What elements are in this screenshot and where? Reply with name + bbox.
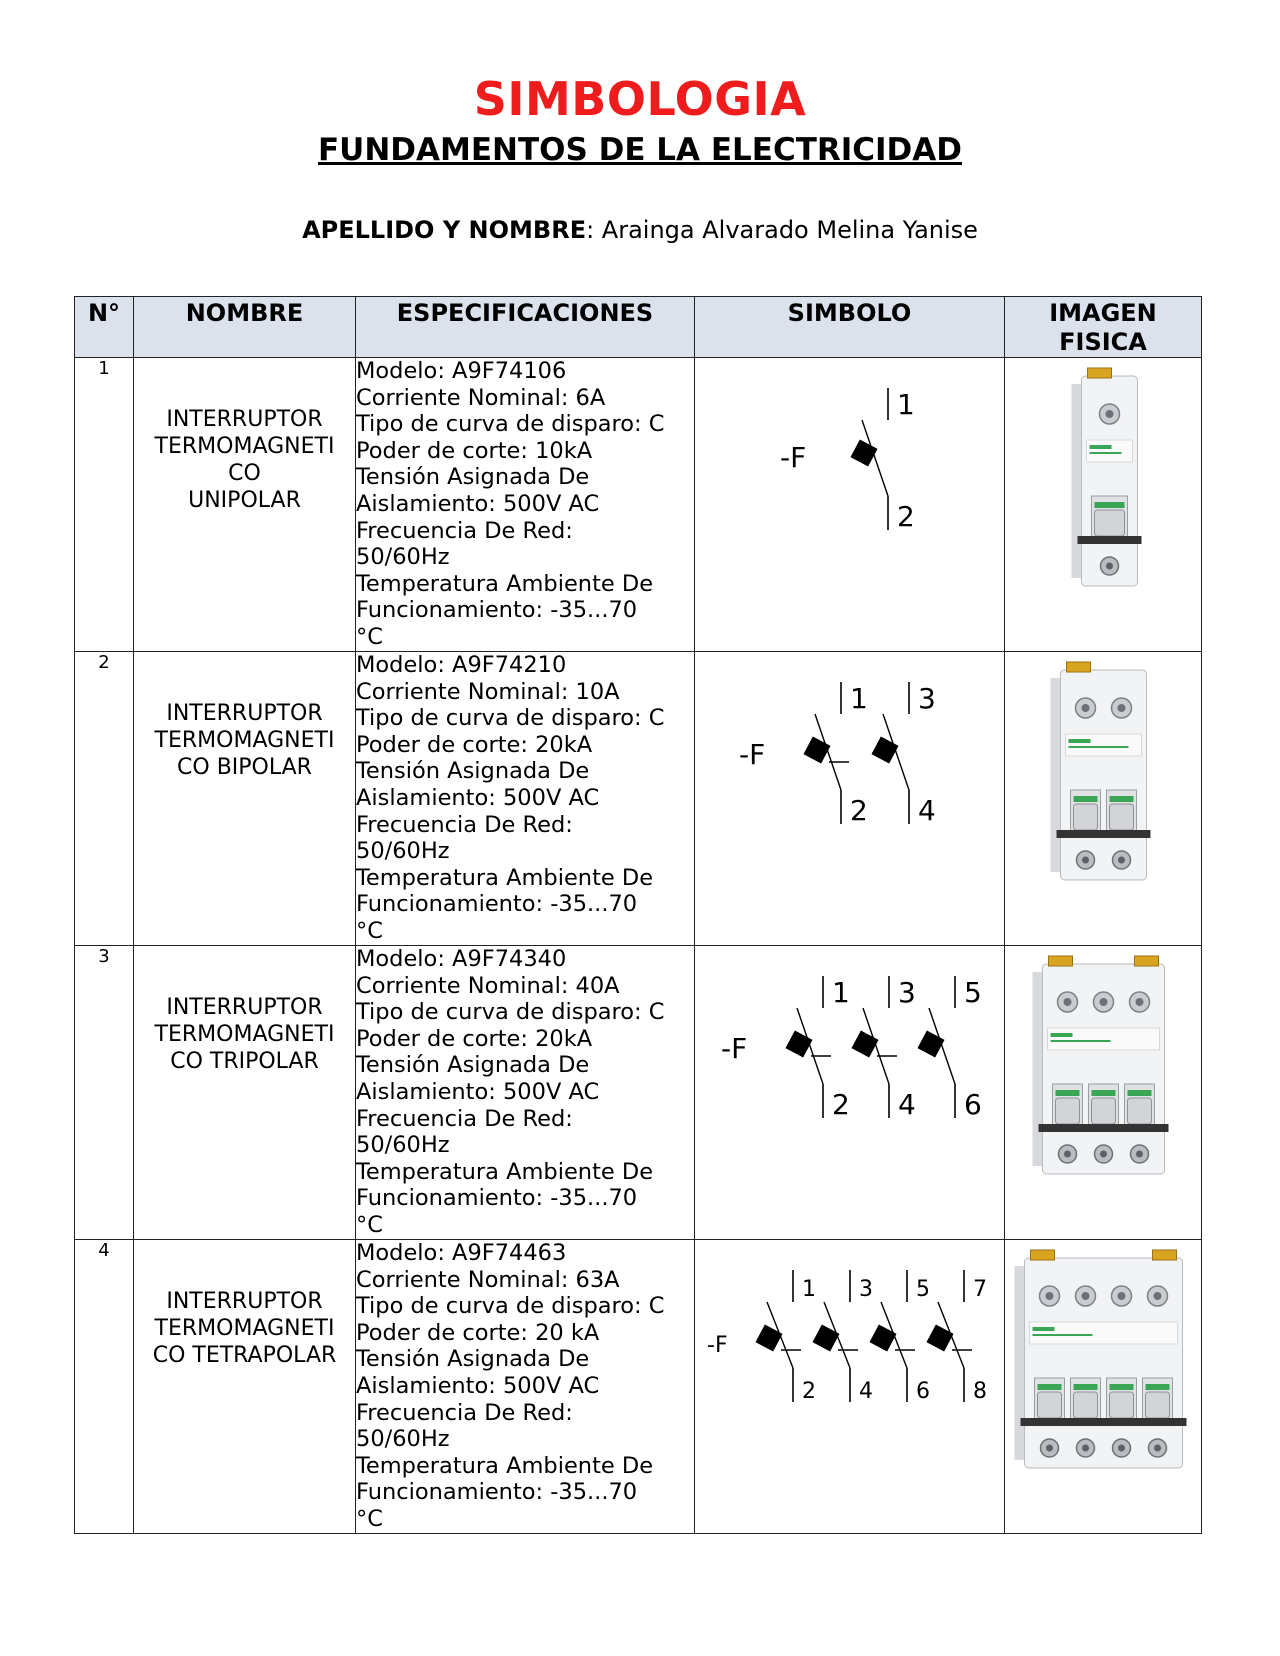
spec-line: Frecuencia De Red: [356, 1105, 573, 1132]
terminal-label: 1 [850, 682, 868, 715]
header-specs: ESPECIFICACIONES [356, 297, 695, 358]
device-name-line: CO [228, 461, 261, 486]
spec-line: Tensión Asignada De [356, 758, 590, 785]
terminal-label: 2 [850, 794, 868, 827]
spec-line: Temperatura Ambiente De [356, 1452, 654, 1479]
spec-line: Modelo: A9F74340 [356, 946, 567, 972]
pole-2 [871, 682, 935, 827]
terminal-label: 4 [918, 794, 936, 827]
spec-line: Poder de corte: 20kA [356, 1025, 593, 1052]
device-name-line: CO TRIPOLAR [170, 1049, 319, 1074]
device-name-line: TERMOMAGNETI [154, 434, 335, 459]
device-name [134, 1240, 356, 1534]
designator-label: -F [780, 441, 807, 474]
terminal-label: 4 [859, 1379, 873, 1404]
terminal-label: 5 [964, 976, 982, 1009]
device-name-line: CO TETRAPOLAR [152, 1343, 337, 1368]
terminal-label: 3 [859, 1277, 873, 1302]
device-name-line: CO BIPOLAR [177, 755, 312, 780]
device-name-line: TERMOMAGNETI [154, 728, 335, 753]
spec-line: Frecuencia De Red: [356, 811, 573, 838]
pole-1 [850, 388, 914, 533]
spec-line: Aislamiento: 500V AC [356, 490, 600, 517]
device-name-line: TERMOMAGNETI [154, 1316, 335, 1341]
header-num: N° [75, 297, 134, 358]
terminal-label: 8 [973, 1379, 987, 1404]
breaker-symbol [695, 358, 1005, 650]
terminal-label: 1 [802, 1277, 816, 1302]
spec-line: Corriente Nominal: 10A [356, 678, 620, 705]
student-line [0, 216, 1280, 244]
symbol-cell [695, 358, 1005, 652]
spec-line: 50/60Hz [356, 544, 450, 571]
spec-line: Temperatura Ambiente De [356, 864, 654, 891]
terminal-label: 5 [916, 1277, 930, 1302]
spec-line: Tensión Asignada De [356, 464, 590, 491]
terminal-label: 3 [898, 976, 916, 1009]
row-number: 4 [75, 1240, 134, 1534]
page-subtitle: FUNDAMENTOS DE LA ELECTRICIDAD [318, 132, 962, 168]
pole-3 [917, 976, 981, 1121]
spec-line: Modelo: A9F74210 [356, 652, 567, 678]
device-specs [356, 1240, 695, 1534]
breaker-symbol [695, 1240, 1005, 1532]
breaker-symbol [695, 652, 1005, 944]
device-name-line: INTERRUPTOR [166, 995, 323, 1020]
spec-line: Funcionamiento: -35...70 [356, 891, 638, 918]
spec-line: Aislamiento: 500V AC [356, 1372, 600, 1399]
pole-3 [869, 1270, 930, 1404]
pole-1 [803, 682, 867, 827]
breaker-symbol [695, 946, 1005, 1238]
spec-line: Tipo de curva de disparo: C [356, 999, 665, 1026]
spec-line: °C [356, 1505, 383, 1532]
table-header-row [75, 297, 1202, 358]
breaker-photo-illustration [1005, 652, 1202, 944]
physical-image-cell [1005, 358, 1202, 652]
device-name [134, 652, 356, 946]
physical-image-cell [1005, 946, 1202, 1240]
breaker-photo-illustration [1005, 358, 1202, 650]
spec-line: Tensión Asignada De [356, 1052, 590, 1079]
device-name [134, 358, 356, 652]
spec-line: °C [356, 1211, 383, 1238]
spec-line: Aislamiento: 500V AC [356, 1078, 600, 1105]
terminal-label: 2 [802, 1379, 816, 1404]
spec-line: Funcionamiento: -35...70 [356, 597, 638, 624]
pole-1 [785, 976, 849, 1121]
pole-2 [812, 1270, 873, 1404]
terminal-label: 2 [832, 1088, 850, 1121]
spec-line: Aislamiento: 500V AC [356, 784, 600, 811]
row-number: 1 [75, 358, 134, 652]
device-name-line: INTERRUPTOR [166, 701, 323, 726]
symbol-cell [695, 652, 1005, 946]
spec-line: Poder de corte: 10kA [356, 437, 593, 464]
terminal-label: 1 [897, 388, 915, 421]
table-row [75, 1240, 1202, 1534]
terminal-label: 6 [964, 1088, 982, 1121]
terminal-label: 2 [897, 500, 915, 533]
designator-label: -F [707, 1333, 728, 1358]
header-image: IMAGEN FISICA [1005, 297, 1202, 358]
spec-line: °C [356, 623, 383, 650]
spec-line: 50/60Hz [356, 1132, 450, 1159]
spec-line: Tipo de curva de disparo: C [356, 1293, 665, 1320]
student-name: : Arainga Alvarado Melina Yanise [586, 216, 978, 244]
spec-line: Tipo de curva de disparo: C [356, 411, 665, 438]
symbol-cell [695, 946, 1005, 1240]
device-specs [356, 652, 695, 946]
table-row [75, 946, 1202, 1240]
row-number: 3 [75, 946, 134, 1240]
spec-line: Modelo: A9F74106 [356, 358, 567, 384]
designator-label: -F [721, 1032, 748, 1065]
terminal-label: 7 [973, 1277, 987, 1302]
spec-line: Poder de corte: 20 kA [356, 1319, 600, 1346]
device-specs [356, 946, 695, 1240]
designator-label: -F [739, 738, 766, 771]
spec-line: Temperatura Ambiente De [356, 570, 654, 597]
spec-line: Frecuencia De Red: [356, 1399, 573, 1426]
spec-line: Corriente Nominal: 40A [356, 972, 620, 999]
terminal-label: 6 [916, 1379, 930, 1404]
row-number: 2 [75, 652, 134, 946]
symbology-table [74, 296, 1202, 1534]
device-name-line: INTERRUPTOR [166, 1289, 323, 1314]
pole-1 [755, 1270, 816, 1404]
spec-line: Funcionamiento: -35...70 [356, 1479, 638, 1506]
spec-line: Frecuencia De Red: [356, 517, 573, 544]
spec-line: Poder de corte: 20kA [356, 731, 593, 758]
page-title: SIMBOLOGIA [473, 72, 807, 126]
pole-4 [926, 1270, 987, 1404]
spec-line: Temperatura Ambiente De [356, 1158, 654, 1185]
device-name [134, 946, 356, 1240]
table-row [75, 652, 1202, 946]
device-name-line: INTERRUPTOR [166, 407, 323, 432]
spec-line: 50/60Hz [356, 838, 450, 865]
breaker-photo-illustration [1005, 946, 1202, 1238]
header-symbol: SIMBOLO [695, 297, 1005, 358]
symbol-cell [695, 1240, 1005, 1534]
physical-image-cell [1005, 1240, 1202, 1534]
spec-line: Corriente Nominal: 63A [356, 1266, 620, 1293]
device-name-line: TERMOMAGNETI [154, 1022, 335, 1047]
device-specs [356, 358, 695, 652]
spec-line: Corriente Nominal: 6A [356, 384, 606, 411]
physical-image-cell [1005, 652, 1202, 946]
spec-line: Modelo: A9F74463 [356, 1240, 567, 1266]
spec-line: Tipo de curva de disparo: C [356, 705, 665, 732]
device-name-line: UNIPOLAR [188, 488, 301, 513]
spec-line: Tensión Asignada De [356, 1346, 590, 1373]
terminal-label: 3 [918, 682, 936, 715]
spec-line: Funcionamiento: -35...70 [356, 1185, 638, 1212]
pole-2 [851, 976, 915, 1121]
breaker-photo-illustration [1005, 1240, 1202, 1532]
student-label: APELLIDO Y NOMBRE [302, 216, 587, 244]
table-row [75, 358, 1202, 652]
spec-line: °C [356, 917, 383, 944]
terminal-label: 4 [898, 1088, 916, 1121]
terminal-label: 1 [832, 976, 850, 1009]
header-name: NOMBRE [134, 297, 356, 358]
spec-line: 50/60Hz [356, 1426, 450, 1453]
